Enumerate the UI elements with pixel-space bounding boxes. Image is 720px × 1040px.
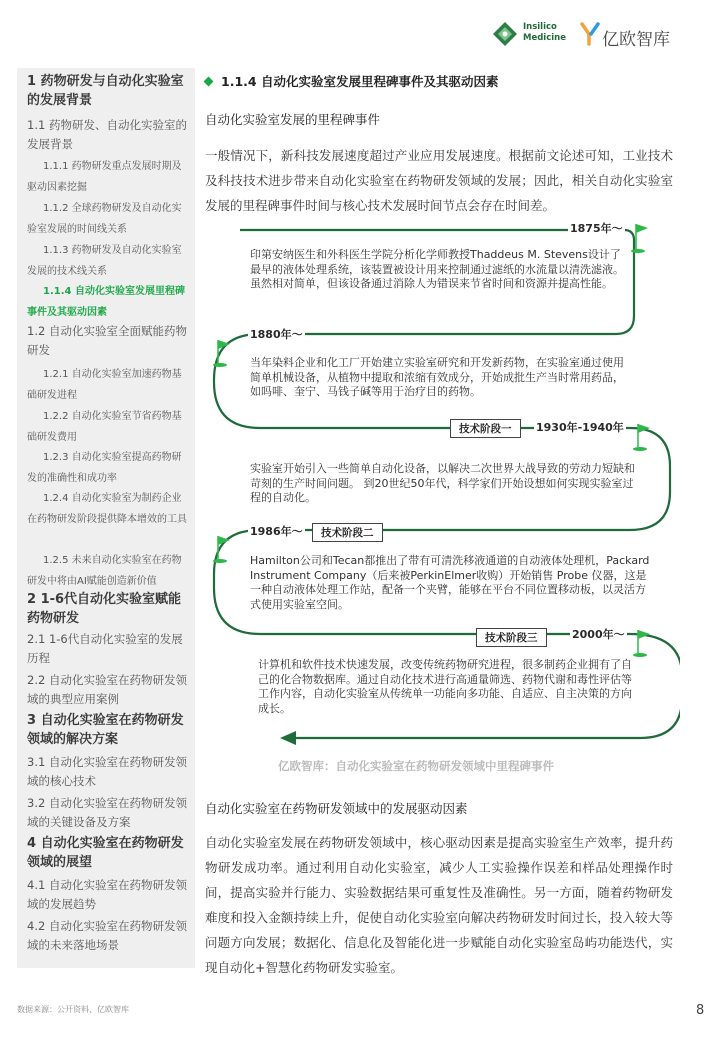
timeline-date-1986: 1986年～ (250, 525, 303, 538)
data-source-note: 数据来源：公开资料、亿欧智库 (17, 1005, 129, 1014)
yiou-name: 亿欧智库 (602, 30, 670, 50)
toc-item[interactable]: 4.1 自动化实验室在药物研发领域的发展趋势 (27, 878, 187, 911)
stage-three-box: 技术阶段三 (476, 628, 547, 647)
timeline-event-text: 计算机和软件技术快速发展，改变传统药物研究进程，很多制药企业拥有了自己的化合物数据库。通过自动化技术进行高通量筛选、药物代谢和毒性评估等工作内容，自动化实验室从传统单一功能向多功能、自适应、自主决策的方向成长。 (258, 658, 632, 715)
timeline-event-text: 实验室开始引入一些简单自动化设备，以解决二次世界大战导致的劳动力短缺和苛刻的生产时间问题。 到20世纪50年代，科学家们开始设想如何实现实验室过程的自动化。 (250, 462, 635, 504)
drivers-paragraph: 自动化实验室发展在药物研发领域中，核心驱动因素是提高实验室生产效率，提升药物研发成功率。通过利用自动化实验室，减少人工实验操作误差和样品处理操作时间，提高实验并行能力、实验数据结果可重复性及准确性。另一方面，随着药物研发难度和投入金额持续上升，促使自动化实验室向解决药物研发时间过长，投入较大等问题方向发展；数据化、信息化及智能化进一步赋能自动化实验室岛屿功能迭代，实现自动化+智慧化药物研发实验室。 (205, 835, 673, 975)
toc-item[interactable]: 1 药物研发与自动化实验室的发展背景 (27, 74, 184, 108)
section-title-text: 1.1.4 自动化实验室发展里程碑事件及其驱动因素 (221, 74, 499, 89)
toc-item[interactable]: 1.2.2 自动化实验室节省药物基础研发费用 (27, 411, 182, 443)
subheading-drivers: 自动化实验室在药物研发领域中的发展驱动因素 (205, 801, 468, 816)
toc-item[interactable]: 1.1 药物研发、自动化实验室的发展背景 (27, 118, 187, 151)
toc-item[interactable]: 2.1 1-6代自动化实验室的发展历程 (27, 632, 183, 665)
toc-item[interactable]: 1.2.5 未来自动化实验室在药物研发中将由AI赋能创造新价值 (27, 555, 182, 587)
timeline-arrow-icon (280, 731, 296, 745)
section-title (205, 72, 498, 90)
toc-item[interactable]: 1.2.3 自动化实验室提高药物研发的准确性和成功率 (27, 452, 182, 484)
insilico-line1: Insilico (523, 22, 557, 32)
timeline-event-text: Hamilton公司和Tecan都推出了带有可清洗移液通道的自动液体处理机，Packard Instrument Company（后来被PerkinElmer收购）开始销售 Probe 仪器，这是一种自动液体处理工作站，配备一个夹臂，能够在平台不同位置移动板，以灵活方式使用实验室空间。 (250, 554, 650, 611)
toc-item[interactable]: 2.2 自动化实验室在药物研发领域的典型应用案例 (27, 673, 187, 706)
stage-two-box: 技术阶段二 (312, 523, 383, 542)
subheading-milestones: 自动化实验室发展的里程碑事件 (205, 112, 381, 127)
milestone-timeline (200, 212, 680, 772)
yiou-y-icon (580, 22, 600, 46)
timeline-caption: 亿欧智库：自动化实验室在药物研发领域中里程碑事件 (278, 759, 554, 773)
insilico-line2: Medicine (523, 33, 566, 43)
toc-item[interactable]: 1.1.2 全球药物研发及自动化实验室发展的时间线关系 (27, 203, 182, 235)
toc-sidebar (17, 68, 195, 968)
toc-item-active[interactable]: 1.1.4 自动化实验室发展里程碑事件及其驱动因素 (27, 286, 185, 318)
insilico-diamond-icon (492, 21, 518, 47)
toc-item[interactable]: 4.2 自动化实验室在药物研发领域的未来落地场景 (27, 919, 187, 952)
toc-item[interactable]: 1.2.4 自动化实验室为制药企业在药物研发阶段提供降本增效的工具 (27, 493, 187, 525)
toc-item[interactable]: 3.1 自动化实验室在药物研发领域的核心技术 (27, 755, 187, 788)
toc-item[interactable]: 2 1-6代自动化实验室赋能药物研发 (27, 592, 182, 626)
intro-paragraph: 一般情况下，新科技发展速度超过产业应用发展速度。根据前文论述可知，工业技术及科技技术进步带来自动化实验室在药物研发领域的发展；因此，相关自动化实验室发展的里程碑事件时间与核心技术发展时间节点会存在时间差。 (205, 148, 673, 213)
timeline-date-2000: 2000年～ (572, 628, 625, 641)
timeline-date-1880: 1880年～ (250, 328, 303, 341)
toc-item[interactable]: 1.2 自动化实验室全面赋能药物研发 (27, 324, 187, 357)
insilico-medicine-logo (492, 18, 572, 50)
diamond-bullet-icon (204, 77, 214, 87)
timeline-date-1930: 1930年-1940年 (536, 421, 624, 434)
toc-item[interactable]: 3.2 自动化实验室在药物研发领域的关键设备及方案 (27, 796, 187, 829)
timeline-event-text: 印第安纳医生和外科医生学院分析化学师教授Thaddeus M. Stevens设计了最早的液体处理系统，该装置被设计用来控制通过滤纸的水流量以清洗滤液。虽然相对简单，但该设备通过消除人为错误来节省时间和资源并提高性能。 (250, 248, 624, 290)
toc-item[interactable]: 4 自动化实验室在药物研发领域的展望 (27, 836, 184, 870)
stage-one-box: 技术阶段一 (450, 419, 521, 438)
page-number: 8 (696, 1003, 705, 1018)
toc-item[interactable]: 1.1.1 药物研发重点发展时期及驱动因素挖掘 (27, 161, 182, 193)
timeline-event-text: 当年染料企业和化工厂开始建立实验室研究和开发新药物，在实验室通过使用简单机械设备，从植物中提取和浓缩有效成分，开始成批生产当时常用药品，如吗啡、奎宁、马钱子碱等用于治疗目的药物。 (250, 356, 624, 398)
toc-item[interactable]: 1.2.1 自动化实验室加速药物基础研发进程 (27, 369, 182, 401)
toc-item[interactable]: 1.1.3 药物研发及自动化实验室发展的技术线关系 (27, 245, 182, 277)
timeline-date-1875: 1875年～ (570, 222, 623, 235)
toc-item[interactable]: 3 自动化实验室在药物研发领域的解决方案 (27, 713, 184, 747)
